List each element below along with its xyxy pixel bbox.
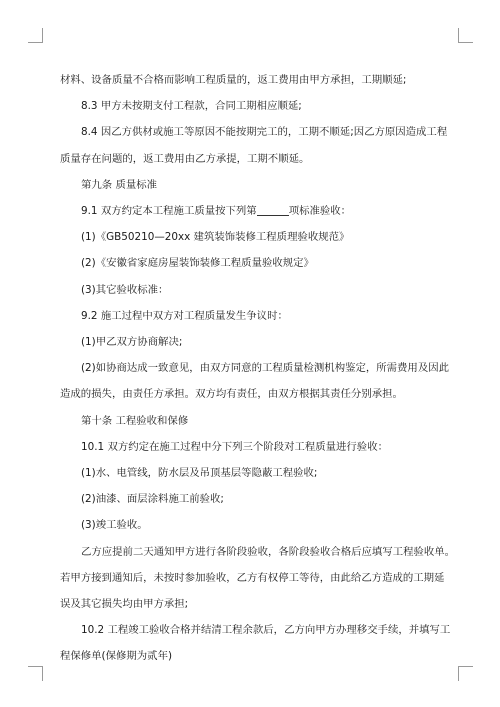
section-heading: 第十条 工程验收和保修 bbox=[81, 414, 189, 427]
paragraph-line: 造成的损失，由责任方承担。双方均有责任，由双方根据其责任分别承担。 bbox=[60, 388, 403, 401]
text-before-blank: 9.1 双方约定本工程施工质量按下列第 bbox=[81, 205, 257, 218]
list-item: (1)《GB50210—20xx 建筑装饰装修工程质理验收规范》 bbox=[81, 231, 350, 244]
section-heading: 第九条 质量标准 bbox=[81, 178, 158, 191]
paragraph-line: 8.3 甲方未按期支付工程款，合同工期相应顺延; bbox=[81, 100, 302, 113]
crop-mark-top-left bbox=[28, 28, 43, 43]
paragraph-line: 误及其它损失均由甲方承担; bbox=[60, 598, 189, 611]
crop-mark-bottom-right bbox=[458, 666, 473, 681]
fill-in-blank bbox=[257, 205, 289, 216]
paragraph-line bbox=[60, 198, 444, 224]
document-body bbox=[60, 67, 456, 670]
list-item: (1)水、电管线，防水层及吊顶基层等隐蔽工程验收; bbox=[81, 467, 318, 480]
list-item: (2)如协商达成一致意见，由双方同意的工程质量检测机构鉴定，所需费用及因此 bbox=[81, 362, 449, 375]
list-item: (3)其它验收标准： bbox=[81, 283, 169, 296]
paragraph-line: 10.2 工程竣工验收合格并结清工程余款后，乙方向甲方办理移交手续，并填写工 bbox=[81, 624, 451, 637]
list-item: (1)甲乙双方协商解决; bbox=[81, 336, 183, 349]
list-item: (3)竣工验收。 bbox=[81, 519, 148, 532]
text-after-blank: 项标准验收： bbox=[288, 205, 352, 218]
crop-mark-top-right bbox=[458, 28, 473, 43]
list-item: (2)《安徽省家庭房屋装饰装修工程质量验收规定》 bbox=[81, 257, 314, 270]
paragraph-line: 10.1 双方约定在施工过程中分下列三个阶段对工程质量进行验收： bbox=[81, 440, 388, 453]
paragraph-line: 质量存在问题的，返工费用由乙方承提，工期不顺延。 bbox=[60, 152, 310, 165]
paragraph-line: 程保修单(保修期为贰年) bbox=[60, 650, 173, 663]
paragraph-line: 材料、设备质量不合格而影响工程质量的，返工费用由甲方承担，工期顺延; bbox=[60, 74, 407, 86]
paragraph-line: 8.4 因乙方供材或施工等原因不能按期完工的，工期不顺延;因乙方原因造成工程 bbox=[81, 126, 448, 139]
crop-mark-bottom-left bbox=[28, 666, 43, 681]
paragraph-line: 若甲方接到通知后，未按时参加验收，乙方有权停工等待，由此给乙方造成的工期延 bbox=[60, 571, 445, 584]
list-item: (2)油漆、面层涂料施工前验收; bbox=[81, 493, 224, 506]
paragraph-line: 9.2 施工过程中双方对工程质量发生争议时： bbox=[81, 309, 288, 322]
paragraph-line: 乙方应提前二天通知甲方进行各阶段验收，各阶段验收合格后应填写工程验收单。 bbox=[81, 545, 456, 558]
